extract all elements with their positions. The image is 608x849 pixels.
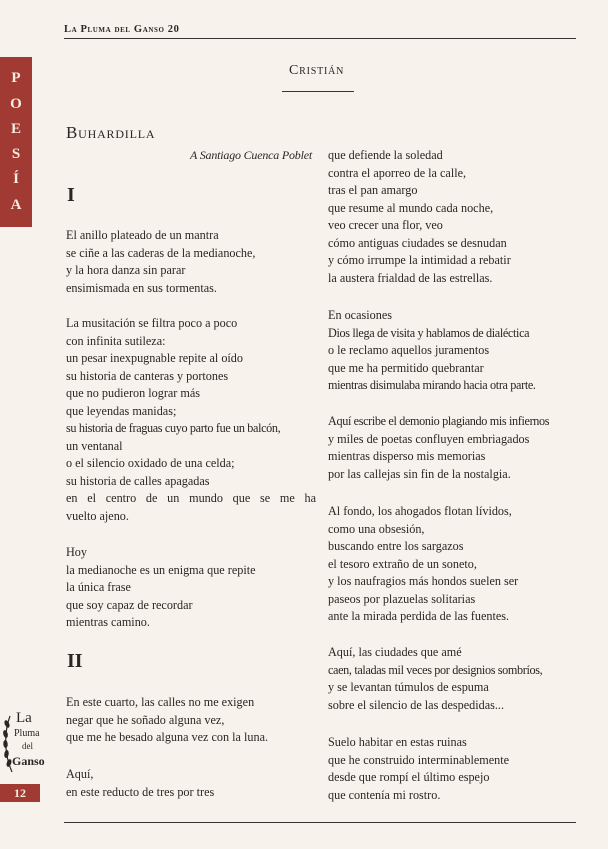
section-letter: S xyxy=(11,146,21,163)
section-letter: O xyxy=(10,95,22,112)
section-band-poesia xyxy=(0,57,32,227)
verse-line: y la hora danza sin parar xyxy=(66,263,186,277)
verse-line: Aquí escribe el demonio plagiando mis infiernos xyxy=(328,414,550,428)
verse-line: mientras disimulaba mirando hacia otra parte. xyxy=(328,378,536,392)
verse-line: y los naufragios más hondos suelen ser xyxy=(328,574,519,588)
verse-line: ante la mirada perdida de las fuentes. xyxy=(328,609,510,623)
section-numeral: II xyxy=(67,650,83,672)
stanza xyxy=(328,734,578,804)
verse-line: contra el aporreo de la calle, xyxy=(328,165,467,180)
logo-word: del xyxy=(22,741,33,751)
verse-line: que me ha permitido quebrantar xyxy=(328,360,484,375)
verse-line: que no pudieron lograr más xyxy=(66,386,201,400)
verse-line: o el silencio oxidado de una celda; xyxy=(66,456,235,470)
footer-divider xyxy=(64,822,576,823)
stanza xyxy=(328,307,578,395)
verse-line: por las callejas sin fin de la nostalgia. xyxy=(328,466,511,481)
stanza xyxy=(66,315,316,525)
stanza xyxy=(66,544,316,632)
verse-line: paseos por plazuelas solitarias xyxy=(328,591,476,606)
section-numeral: I xyxy=(67,184,75,206)
verse-line: la medianoche es un enigma que repite xyxy=(66,562,256,577)
verse-line: con infinita sutileza: xyxy=(66,333,166,348)
verse-line: que me he besado alguna vez con la luna. xyxy=(66,730,269,744)
verse-line: Suelo habitar en estas ruinas xyxy=(328,735,467,749)
verse-line: En este cuarto, las calles no me exigen xyxy=(66,695,255,709)
verse-line: que resume al mundo cada noche, xyxy=(328,200,494,215)
section-letter: E xyxy=(10,120,21,137)
verse-line: La musitación se filtra poco a poco xyxy=(66,316,238,330)
verse-line: ensimismada en sus tormentas. xyxy=(66,280,217,295)
verse-line: su historia de calles apagadas xyxy=(66,473,210,488)
verse-line: Dios llega de visita y hablamos de dialéctica xyxy=(328,325,530,340)
verse-line: y cómo irrumpe la intimidad a rebatir xyxy=(328,253,511,267)
header-divider xyxy=(64,38,576,39)
page-number: 12 xyxy=(0,784,40,802)
verse-line: que defiende la soledad xyxy=(328,148,443,162)
stanza xyxy=(328,503,578,626)
verse-line: la austera frialdad de las estrellas. xyxy=(328,270,493,285)
verse-line: tras el pan amargo xyxy=(328,183,418,197)
verse-line: que leyendas manidas; xyxy=(66,403,177,418)
verse-line: Al fondo, los ahogados flotan lívidos, xyxy=(328,504,512,518)
verse-line: su historia de fraguas cuyo parto fue un balcón, xyxy=(66,421,281,435)
verse-line: que soy capaz de recordar xyxy=(66,597,193,612)
verse-line: un ventanal xyxy=(66,438,123,453)
verse-line: cómo antiguas ciudades se desnudan xyxy=(328,235,507,250)
verse-line: vuelto ajeno. xyxy=(66,508,129,523)
stanza xyxy=(66,766,316,801)
verse-line: sobre el silencio de las despedidas... xyxy=(328,697,504,712)
verse-line: caen, taladas mil veces por designios sombríos, xyxy=(328,662,543,677)
verse-line: un pesar inexpugnable repite al oído xyxy=(66,351,243,365)
stanza xyxy=(328,413,578,483)
verse-line: mientras camino. xyxy=(66,615,150,629)
logo-word: Pluma xyxy=(14,728,40,739)
section-letter: Í xyxy=(13,171,19,188)
stanza xyxy=(66,694,316,747)
verse-line: el tesoro extraño de un soneto, xyxy=(328,556,477,571)
running-header: La Pluma del Ganso 20 xyxy=(64,24,180,35)
verse-line: que he construido interminablemente xyxy=(328,752,510,767)
verse-line: y miles de poetas confluyen embriagados xyxy=(328,431,530,446)
magazine-logo xyxy=(2,706,45,782)
logo-word: La xyxy=(16,710,32,726)
verse-line: En ocasiones xyxy=(328,308,392,322)
verse-line: negar que he soñado alguna vez, xyxy=(66,712,225,727)
section-letter: P xyxy=(11,70,21,87)
verse-line: El anillo plateado de un mantra xyxy=(66,228,219,242)
dedication: A Santiago Cuenca Poblet xyxy=(190,148,312,162)
verse-line: que contenía mi rostro. xyxy=(328,787,441,802)
verse-line: o le reclamo aquellos juramentos xyxy=(328,343,490,357)
verse-line: mientras disperso mis memorias xyxy=(328,449,486,463)
verse-line: Aquí, las ciudades que amé xyxy=(328,645,462,659)
verse-line: Aquí, xyxy=(66,767,94,781)
author-divider xyxy=(282,91,354,92)
verse-line: su historia de canteras y portones xyxy=(66,368,229,383)
verse-line: desde que rompí el último espejo xyxy=(328,770,490,784)
verse-line: en este reducto de tres por tres xyxy=(66,784,215,799)
stanza xyxy=(328,147,578,287)
verse-line: como una obsesión, xyxy=(328,521,425,536)
stanza xyxy=(328,644,578,714)
logo-word: Ganso xyxy=(12,754,45,768)
verse-line: la única frase xyxy=(66,580,131,594)
verse-line: en el centro de un mundo que se me ha xyxy=(66,491,316,505)
section-letter: A xyxy=(10,196,22,213)
poem-title: Buhardilla xyxy=(66,123,156,142)
author-name: Cristián xyxy=(289,63,345,78)
verse-line: buscando entre los sargazos xyxy=(328,539,464,553)
verse-line: se ciñe a las caderas de la medianoche, xyxy=(66,245,256,260)
stanza xyxy=(66,227,316,297)
verse-line: Hoy xyxy=(66,545,87,559)
verse-line: y se levantan túmulos de espuma xyxy=(328,680,489,694)
verse-line: veo crecer una flor, veo xyxy=(328,218,443,232)
